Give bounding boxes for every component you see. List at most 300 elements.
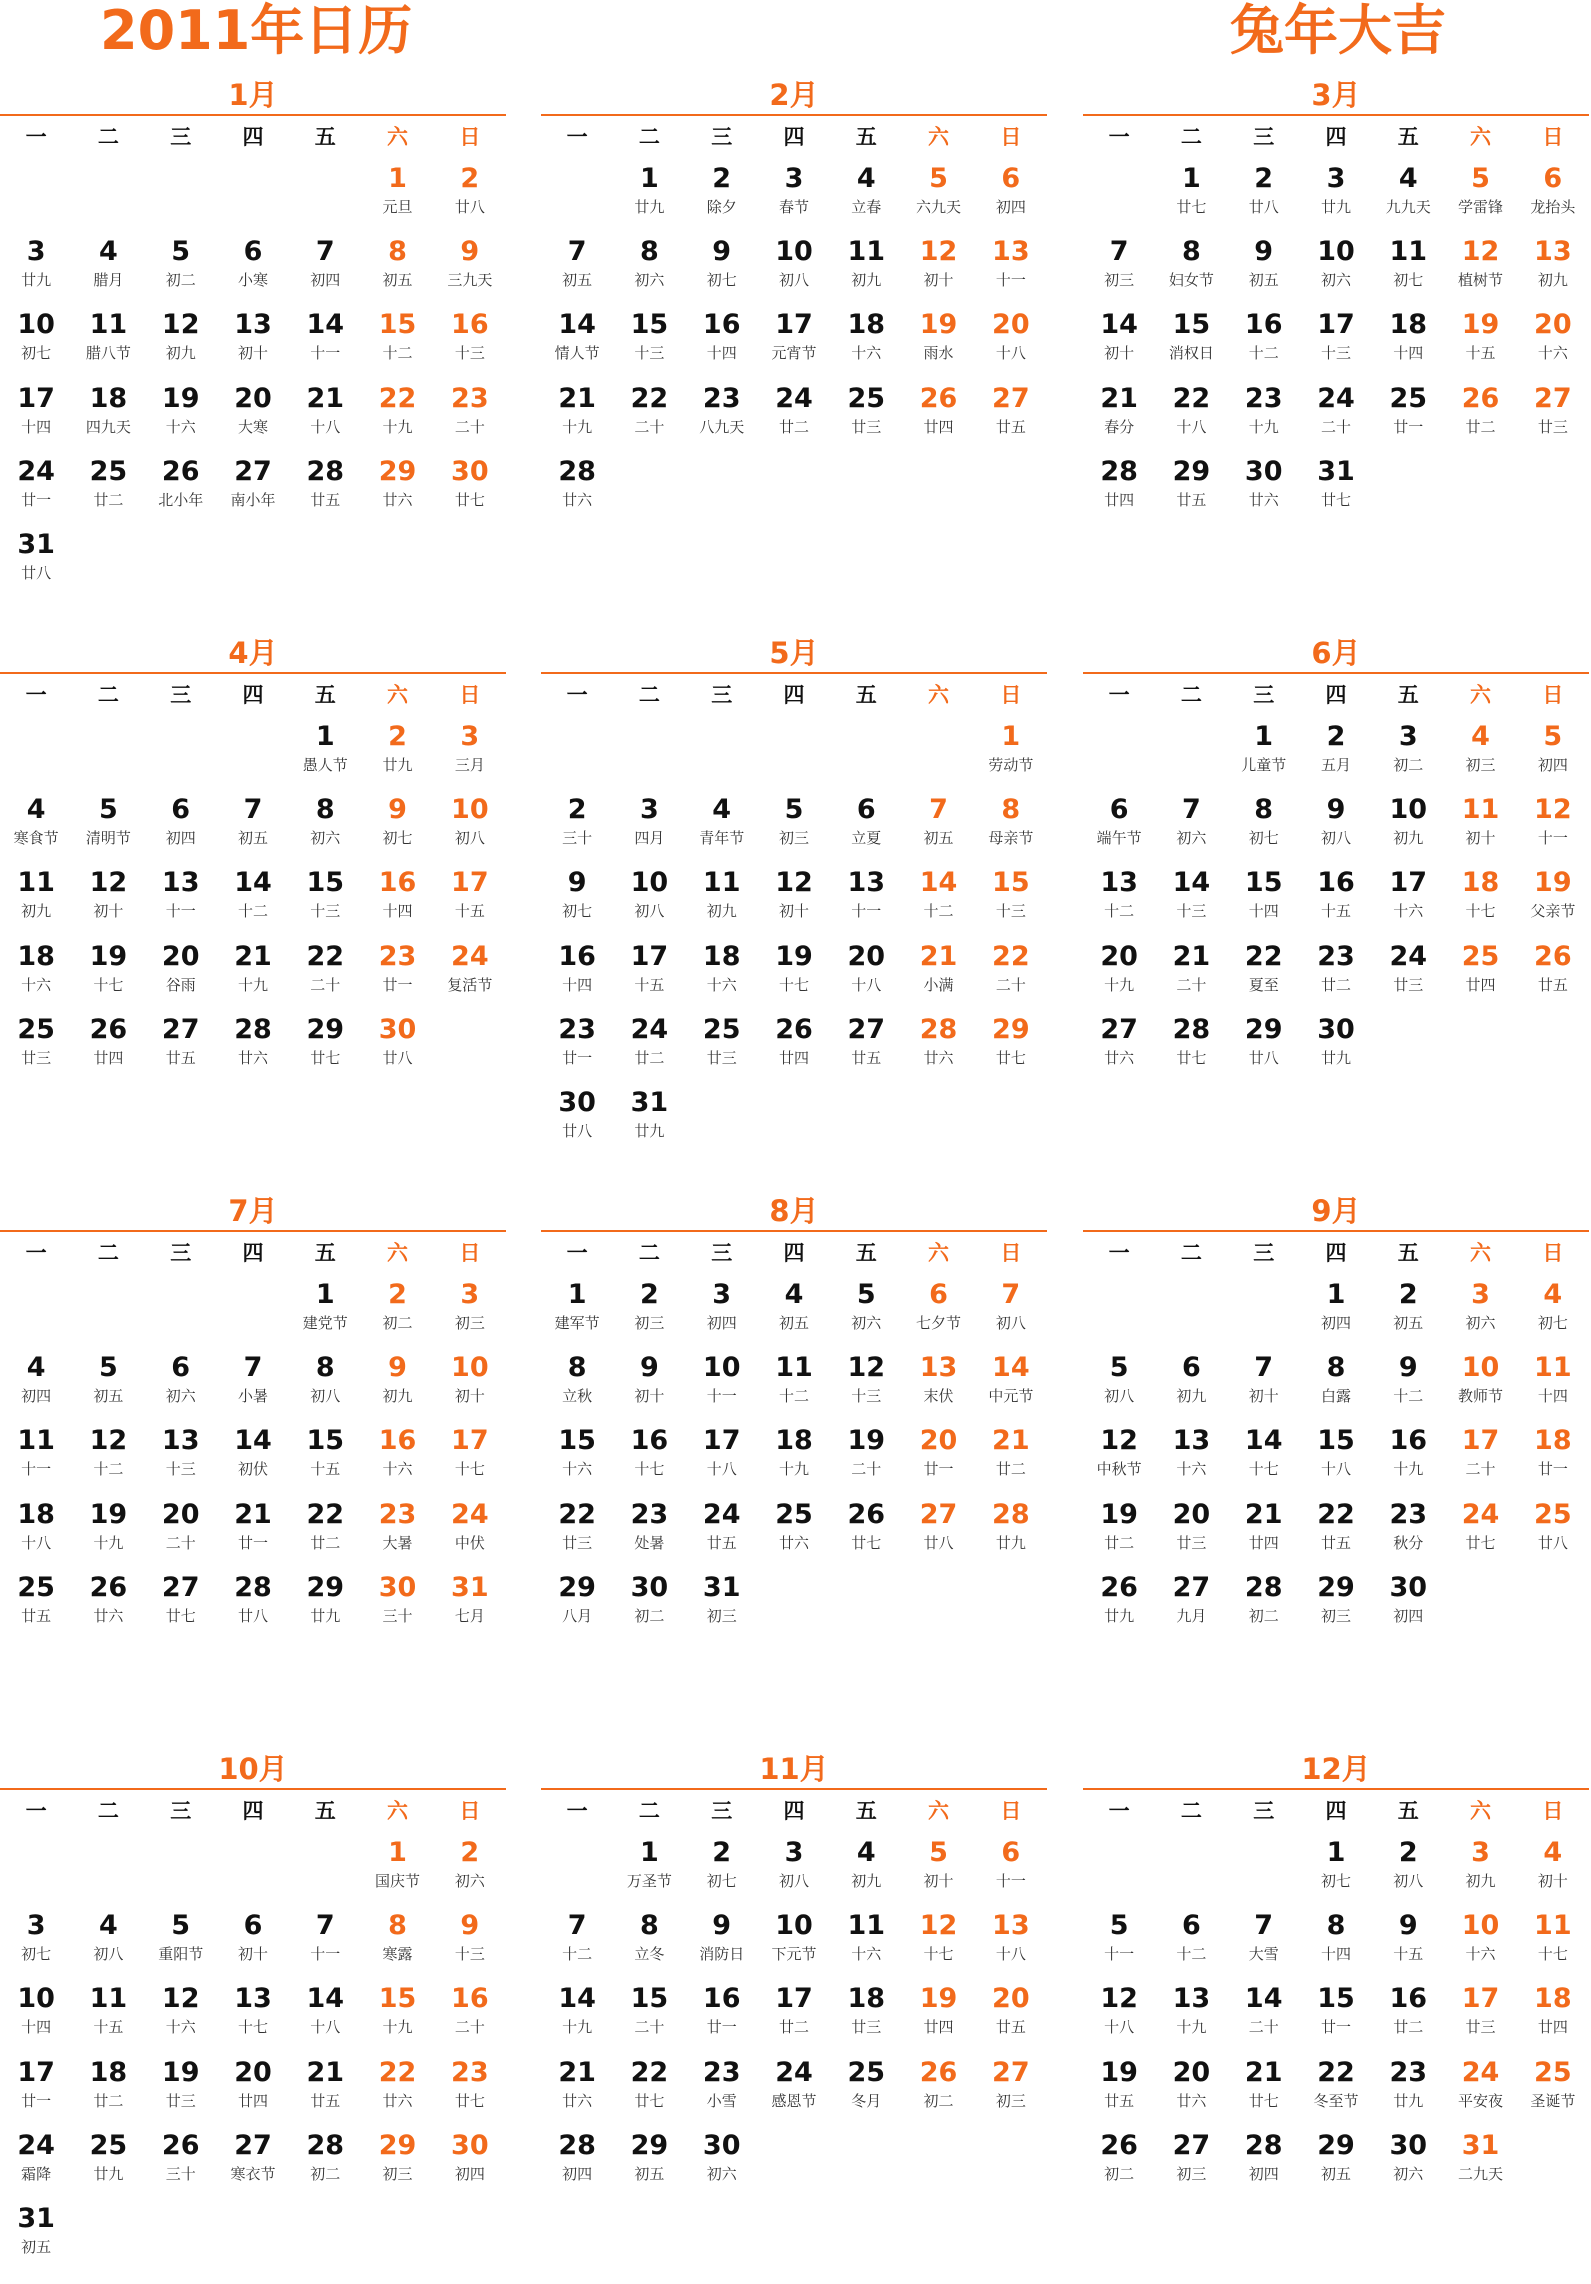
weekday-label: 三 bbox=[711, 1799, 733, 1823]
day-number: 26 bbox=[847, 1498, 886, 1530]
day-cell bbox=[1228, 158, 1300, 231]
day-cell bbox=[830, 1347, 902, 1420]
lunar-date: 十一 bbox=[851, 902, 882, 921]
lunar-date: 廿四 bbox=[93, 1048, 124, 1067]
day-cell bbox=[541, 862, 613, 935]
day-number: 13 bbox=[1172, 1425, 1211, 1457]
day-cell bbox=[1517, 2052, 1589, 2125]
lunar-date: 廿六 bbox=[1104, 1048, 1135, 1067]
lunar-date: 建党节 bbox=[302, 1314, 348, 1332]
lunar-date: 初四 bbox=[1393, 1606, 1424, 1625]
lunar-date: 廿九 bbox=[634, 1121, 665, 1140]
day-grid bbox=[541, 1274, 1047, 1640]
day-number: 14 bbox=[306, 309, 345, 341]
day-cell bbox=[289, 378, 361, 451]
empty-cell bbox=[1155, 1274, 1227, 1347]
day-cell bbox=[361, 1905, 433, 1978]
day-cell bbox=[613, 1978, 685, 2051]
lunar-date: 二十 bbox=[454, 2018, 485, 2037]
day-number: 3 bbox=[460, 721, 480, 752]
day-number: 30 bbox=[630, 1571, 669, 1603]
day-cell bbox=[686, 936, 758, 1009]
day-cell bbox=[145, 936, 217, 1009]
day-cell bbox=[1444, 716, 1516, 789]
weekday-header bbox=[0, 674, 506, 716]
day-number: 11 bbox=[847, 1910, 886, 1942]
weekday-label: 三 bbox=[170, 1799, 192, 1823]
day-number: 1 bbox=[1326, 1837, 1346, 1868]
lunar-date: 廿五 bbox=[995, 2018, 1026, 2037]
lunar-date: 初三 bbox=[454, 1314, 485, 1332]
lunar-date: 初二 bbox=[1248, 1606, 1279, 1625]
lunar-date: 廿八 bbox=[237, 1606, 268, 1625]
day-number: 26 bbox=[89, 1013, 128, 1045]
lunar-date: 初八 bbox=[634, 902, 665, 921]
day-number: 17 bbox=[17, 382, 55, 414]
day-number: 22 bbox=[1317, 2056, 1355, 2088]
weekday-header bbox=[0, 116, 506, 158]
month-title: 1月 bbox=[228, 78, 278, 112]
day-number: 10 bbox=[775, 236, 813, 268]
day-cell bbox=[541, 1978, 613, 2051]
day-cell bbox=[1300, 1978, 1372, 2051]
lunar-date: 十一 bbox=[165, 902, 196, 921]
day-number: 7 bbox=[1254, 1910, 1274, 1942]
day-cell bbox=[686, 231, 758, 304]
lunar-date: 十二 bbox=[93, 1460, 124, 1479]
day-cell bbox=[541, 378, 613, 451]
month-title: 4月 bbox=[228, 636, 278, 670]
day-cell bbox=[145, 304, 217, 377]
weekday-header bbox=[1083, 116, 1589, 158]
weekday-label: 一 bbox=[25, 1241, 47, 1265]
weekday-header bbox=[541, 116, 1047, 158]
weekday-label: 一 bbox=[566, 1241, 588, 1265]
day-cell bbox=[1444, 1494, 1516, 1567]
day-number: 5 bbox=[1543, 721, 1563, 752]
day-cell bbox=[1517, 1832, 1589, 1905]
day-cell bbox=[0, 231, 72, 304]
day-number: 21 bbox=[558, 2056, 596, 2088]
day-number: 15 bbox=[630, 309, 669, 341]
day-cell bbox=[1517, 1420, 1589, 1493]
lunar-date: 廿七 bbox=[995, 1048, 1026, 1067]
day-number: 31 bbox=[17, 2202, 55, 2234]
lunar-date: 廿四 bbox=[923, 417, 954, 436]
day-number: 22 bbox=[1244, 940, 1283, 972]
day-cell bbox=[0, 1905, 72, 1978]
day-cell bbox=[72, 378, 144, 451]
day-cell bbox=[1444, 2125, 1516, 2198]
day-number: 30 bbox=[702, 2129, 741, 2161]
day-number: 15 bbox=[378, 309, 417, 341]
lunar-date: 初八 bbox=[1393, 1872, 1424, 1890]
lunar-date: 冬至节 bbox=[1313, 2091, 1359, 2110]
lunar-date: 霜降 bbox=[21, 2164, 52, 2183]
weekday-label: 五 bbox=[855, 1799, 877, 1823]
day-cell bbox=[975, 1009, 1047, 1082]
day-number: 26 bbox=[161, 2129, 200, 2161]
lunar-date: 立夏 bbox=[851, 829, 882, 848]
day-number: 18 bbox=[89, 2056, 128, 2088]
lunar-date: 腊月 bbox=[93, 271, 124, 290]
lunar-date: 初十 bbox=[454, 1387, 485, 1406]
lunar-date: 七月 bbox=[454, 1606, 485, 1625]
day-cell bbox=[145, 1494, 217, 1567]
month-title: 12月 bbox=[1301, 1752, 1371, 1786]
day-number: 16 bbox=[558, 940, 596, 972]
day-cell bbox=[434, 378, 506, 451]
weekday-label: 二 bbox=[1180, 683, 1202, 707]
day-number: 1 bbox=[388, 1837, 407, 1868]
day-number: 17 bbox=[1461, 1983, 1500, 2015]
day-number: 12 bbox=[89, 1425, 128, 1457]
empty-cell bbox=[0, 1274, 72, 1347]
lunar-date: 十六 bbox=[706, 975, 737, 994]
weekday-label: 五 bbox=[855, 683, 877, 707]
day-cell bbox=[1444, 158, 1516, 231]
day-cell bbox=[541, 304, 613, 377]
day-cell bbox=[1083, 1905, 1155, 1978]
lunar-date: 初四 bbox=[1537, 756, 1568, 774]
day-cell bbox=[1300, 1420, 1372, 1493]
empty-cell bbox=[72, 1832, 144, 1905]
day-number: 23 bbox=[702, 382, 741, 414]
day-cell bbox=[902, 1420, 974, 1493]
day-number: 7 bbox=[315, 236, 335, 268]
lunar-date: 廿六 bbox=[562, 2091, 593, 2110]
day-number: 4 bbox=[856, 1837, 876, 1868]
day-cell bbox=[613, 231, 685, 304]
day-number: 27 bbox=[1100, 1013, 1138, 1045]
day-number: 5 bbox=[171, 236, 191, 268]
day-number: 29 bbox=[558, 1571, 596, 1603]
day-number: 26 bbox=[775, 1013, 813, 1045]
day-cell bbox=[830, 1832, 902, 1905]
day-number: 5 bbox=[856, 1279, 876, 1310]
day-number: 20 bbox=[1172, 1498, 1211, 1530]
month-title: 8月 bbox=[769, 1194, 819, 1228]
day-number: 21 bbox=[558, 382, 596, 414]
month-block bbox=[1083, 70, 1589, 610]
lunar-date: 廿一 bbox=[1393, 417, 1424, 436]
day-cell bbox=[1300, 2125, 1372, 2198]
day-number: 11 bbox=[17, 1425, 55, 1457]
day-number: 17 bbox=[775, 309, 813, 341]
day-number: 4 bbox=[99, 236, 118, 268]
day-cell bbox=[1517, 231, 1589, 304]
lunar-date: 十九 bbox=[382, 417, 413, 436]
day-number: 26 bbox=[1461, 382, 1500, 414]
lunar-date: 初八 bbox=[1104, 1387, 1135, 1406]
day-cell bbox=[613, 2052, 685, 2125]
day-number: 23 bbox=[378, 940, 417, 972]
day-number: 14 bbox=[558, 309, 596, 341]
day-cell bbox=[613, 936, 685, 1009]
day-cell bbox=[541, 1009, 613, 1082]
weekday-label: 四 bbox=[1325, 1241, 1347, 1265]
day-grid bbox=[1083, 716, 1589, 1082]
day-number: 16 bbox=[1244, 309, 1283, 341]
day-cell bbox=[686, 1978, 758, 2051]
lunar-date: 廿四 bbox=[1465, 975, 1496, 994]
day-number: 13 bbox=[161, 867, 200, 899]
day-number: 27 bbox=[1172, 1571, 1211, 1603]
day-cell bbox=[434, 1494, 506, 1567]
lunar-date: 十三 bbox=[851, 1387, 882, 1406]
empty-cell bbox=[0, 716, 72, 789]
lunar-date: 十四 bbox=[21, 417, 52, 436]
day-number: 13 bbox=[234, 309, 272, 341]
lunar-date: 十六 bbox=[562, 1460, 593, 1479]
day-number: 22 bbox=[306, 940, 345, 972]
lunar-date: 廿三 bbox=[1537, 417, 1568, 436]
day-number: 30 bbox=[1389, 2129, 1428, 2161]
day-number: 18 bbox=[847, 309, 886, 341]
day-cell bbox=[217, 1567, 289, 1640]
weekday-label: 一 bbox=[566, 125, 588, 149]
day-cell bbox=[541, 2125, 613, 2198]
day-cell bbox=[1300, 789, 1372, 862]
day-number: 10 bbox=[630, 867, 669, 899]
day-number: 6 bbox=[1109, 794, 1129, 826]
day-number: 24 bbox=[702, 1498, 741, 1530]
day-cell bbox=[217, 304, 289, 377]
day-number: 23 bbox=[558, 1013, 596, 1045]
lunar-date: 十九 bbox=[93, 1533, 124, 1552]
day-number: 23 bbox=[1389, 1498, 1428, 1530]
day-number: 12 bbox=[1534, 794, 1572, 826]
day-number: 19 bbox=[1100, 2056, 1138, 2088]
day-number: 19 bbox=[89, 1498, 128, 1530]
day-number: 20 bbox=[919, 1425, 958, 1457]
day-cell bbox=[541, 1420, 613, 1493]
day-cell bbox=[1300, 1905, 1372, 1978]
day-cell bbox=[217, 451, 289, 524]
day-cell bbox=[0, 451, 72, 524]
day-cell bbox=[1155, 2052, 1227, 2125]
day-number: 25 bbox=[1389, 382, 1428, 414]
lunar-date: 初五 bbox=[778, 1314, 809, 1332]
day-number: 13 bbox=[919, 1352, 958, 1384]
day-number: 17 bbox=[630, 940, 669, 972]
lunar-date: 十三 bbox=[1176, 902, 1207, 921]
lunar-date: 十七 bbox=[1248, 1460, 1279, 1479]
day-number: 6 bbox=[1182, 1352, 1201, 1384]
lunar-date: 中秋节 bbox=[1096, 1460, 1142, 1479]
lunar-date: 十一 bbox=[995, 271, 1026, 290]
day-number: 27 bbox=[234, 2129, 272, 2161]
lunar-date: 廿一 bbox=[21, 490, 52, 509]
day-cell bbox=[1083, 1347, 1155, 1420]
weekday-label: 六 bbox=[1470, 1799, 1492, 1823]
lunar-date: 十六 bbox=[21, 975, 52, 994]
day-cell bbox=[72, 1494, 144, 1567]
lunar-date: 廿五 bbox=[310, 490, 341, 509]
lunar-date: 廿二 bbox=[778, 2018, 809, 2037]
lunar-date: 十七 bbox=[1537, 1945, 1568, 1964]
day-number: 2 bbox=[640, 1279, 659, 1310]
day-cell bbox=[1228, 1494, 1300, 1567]
day-cell bbox=[72, 1347, 144, 1420]
day-cell bbox=[758, 1905, 830, 1978]
lunar-date: 初五 bbox=[1320, 2164, 1351, 2183]
day-cell bbox=[361, 304, 433, 377]
lunar-date: 十八 bbox=[1104, 2018, 1135, 2037]
weekday-label: 一 bbox=[566, 1799, 588, 1823]
lunar-date: 廿四 bbox=[1537, 2018, 1568, 2037]
empty-cell bbox=[72, 716, 144, 789]
day-cell bbox=[289, 716, 361, 789]
day-number: 25 bbox=[1534, 2056, 1572, 2088]
lunar-date: 十六 bbox=[1393, 902, 1424, 921]
lunar-date: 廿三 bbox=[706, 1048, 737, 1067]
day-number: 5 bbox=[1109, 1910, 1129, 1942]
day-cell bbox=[217, 1347, 289, 1420]
day-cell bbox=[1444, 378, 1516, 451]
lunar-date: 廿六 bbox=[923, 1048, 954, 1067]
day-number: 11 bbox=[1534, 1352, 1572, 1384]
weekday-label: 三 bbox=[711, 683, 733, 707]
day-number: 13 bbox=[1100, 867, 1138, 899]
day-number: 19 bbox=[89, 940, 128, 972]
day-cell bbox=[145, 231, 217, 304]
day-number: 6 bbox=[1543, 163, 1563, 194]
day-cell bbox=[541, 1347, 613, 1420]
day-number: 8 bbox=[567, 1352, 587, 1384]
day-number: 30 bbox=[378, 1571, 417, 1603]
day-number: 8 bbox=[1326, 1352, 1346, 1384]
lunar-date: 八九天 bbox=[699, 417, 745, 436]
day-number: 18 bbox=[1534, 1983, 1572, 2015]
day-number: 14 bbox=[234, 1425, 272, 1457]
day-number: 28 bbox=[234, 1571, 272, 1603]
lunar-date: 初四 bbox=[1248, 2164, 1279, 2183]
day-number: 11 bbox=[847, 236, 886, 268]
day-number: 18 bbox=[1534, 1425, 1572, 1457]
lunar-date: 九月 bbox=[1176, 1606, 1207, 1625]
day-cell bbox=[613, 789, 685, 862]
lunar-date: 廿一 bbox=[1537, 1460, 1568, 1479]
day-cell bbox=[1372, 304, 1444, 377]
day-number: 15 bbox=[630, 1983, 669, 2015]
day-cell bbox=[686, 862, 758, 935]
day-number: 28 bbox=[306, 2129, 345, 2161]
day-cell bbox=[361, 2052, 433, 2125]
day-cell bbox=[361, 1494, 433, 1567]
lunar-date: 冬月 bbox=[851, 2091, 882, 2110]
lunar-date: 十三 bbox=[165, 1460, 196, 1479]
day-number: 27 bbox=[1534, 382, 1572, 414]
lunar-date: 廿八 bbox=[923, 1533, 954, 1552]
weekday-label: 四 bbox=[242, 125, 264, 149]
day-cell bbox=[830, 1009, 902, 1082]
day-cell bbox=[1517, 862, 1589, 935]
day-cell bbox=[361, 789, 433, 862]
day-cell bbox=[434, 2125, 506, 2198]
weekday-label: 六 bbox=[1470, 125, 1492, 149]
lunar-date: 谷雨 bbox=[165, 975, 196, 994]
day-number: 16 bbox=[1389, 1983, 1428, 2015]
lunar-date: 初二 bbox=[382, 1314, 413, 1332]
lunar-date: 廿七 bbox=[634, 2091, 665, 2110]
empty-cell bbox=[145, 1832, 217, 1905]
day-number: 17 bbox=[17, 2056, 55, 2088]
weekday-label: 三 bbox=[711, 125, 733, 149]
lunar-date: 重阳节 bbox=[158, 1945, 204, 1964]
lunar-date: 二十 bbox=[851, 1460, 882, 1479]
day-number: 14 bbox=[992, 1352, 1030, 1384]
lunar-date: 小寒 bbox=[237, 271, 268, 290]
lunar-date: 大雪 bbox=[1248, 1945, 1279, 1964]
day-cell bbox=[361, 2125, 433, 2198]
lunar-date: 初二 bbox=[1104, 2164, 1135, 2183]
day-number: 9 bbox=[712, 1910, 732, 1942]
day-number: 14 bbox=[1244, 1425, 1283, 1457]
month-title: 10月 bbox=[218, 1752, 288, 1786]
day-number: 16 bbox=[451, 1983, 489, 2015]
month-block bbox=[1083, 1744, 1589, 2284]
day-number: 30 bbox=[558, 1086, 596, 1118]
lunar-date: 初五 bbox=[21, 2237, 52, 2256]
empty-cell bbox=[0, 1832, 72, 1905]
day-number: 24 bbox=[1389, 940, 1428, 972]
lunar-date: 廿二 bbox=[93, 490, 124, 509]
lunar-date: 廿八 bbox=[1248, 198, 1279, 216]
lunar-date: 夏至 bbox=[1248, 975, 1279, 994]
day-cell bbox=[217, 1905, 289, 1978]
day-number: 20 bbox=[1172, 2056, 1211, 2088]
day-cell bbox=[1083, 304, 1155, 377]
day-cell bbox=[686, 1494, 758, 1567]
day-cell bbox=[1083, 1567, 1155, 1640]
weekday-label: 二 bbox=[97, 1799, 119, 1823]
day-number: 24 bbox=[775, 2056, 813, 2088]
day-number: 27 bbox=[161, 1571, 200, 1603]
lunar-date: 二十 bbox=[995, 975, 1026, 994]
day-number: 30 bbox=[1389, 1571, 1428, 1603]
weekday-label: 一 bbox=[1108, 1799, 1130, 1823]
lunar-date: 初二 bbox=[634, 1606, 665, 1625]
day-cell bbox=[1155, 1978, 1227, 2051]
weekday-label: 六 bbox=[387, 125, 409, 149]
day-cell bbox=[1155, 231, 1227, 304]
day-number: 4 bbox=[99, 1910, 118, 1942]
day-cell bbox=[361, 1978, 433, 2051]
day-number: 6 bbox=[1001, 163, 1021, 194]
empty-cell bbox=[902, 716, 974, 789]
day-number: 23 bbox=[1389, 2056, 1428, 2088]
day-number: 13 bbox=[1172, 1983, 1211, 2015]
day-number: 5 bbox=[929, 163, 948, 194]
day-cell bbox=[902, 789, 974, 862]
day-number: 24 bbox=[775, 382, 813, 414]
weekday-label: 四 bbox=[783, 1241, 805, 1265]
day-cell bbox=[434, 716, 506, 789]
lunar-date: 初六 bbox=[165, 1387, 196, 1406]
day-number: 3 bbox=[784, 163, 804, 194]
lunar-date: 下元节 bbox=[771, 1945, 817, 1964]
day-number: 3 bbox=[460, 1279, 480, 1310]
day-cell bbox=[1444, 2052, 1516, 2125]
day-cell bbox=[0, 304, 72, 377]
lunar-date: 七夕节 bbox=[916, 1314, 962, 1332]
day-cell bbox=[1444, 231, 1516, 304]
day-number: 20 bbox=[847, 940, 886, 972]
day-cell bbox=[361, 378, 433, 451]
weekday-label: 三 bbox=[711, 1241, 733, 1265]
day-cell bbox=[145, 1347, 217, 1420]
